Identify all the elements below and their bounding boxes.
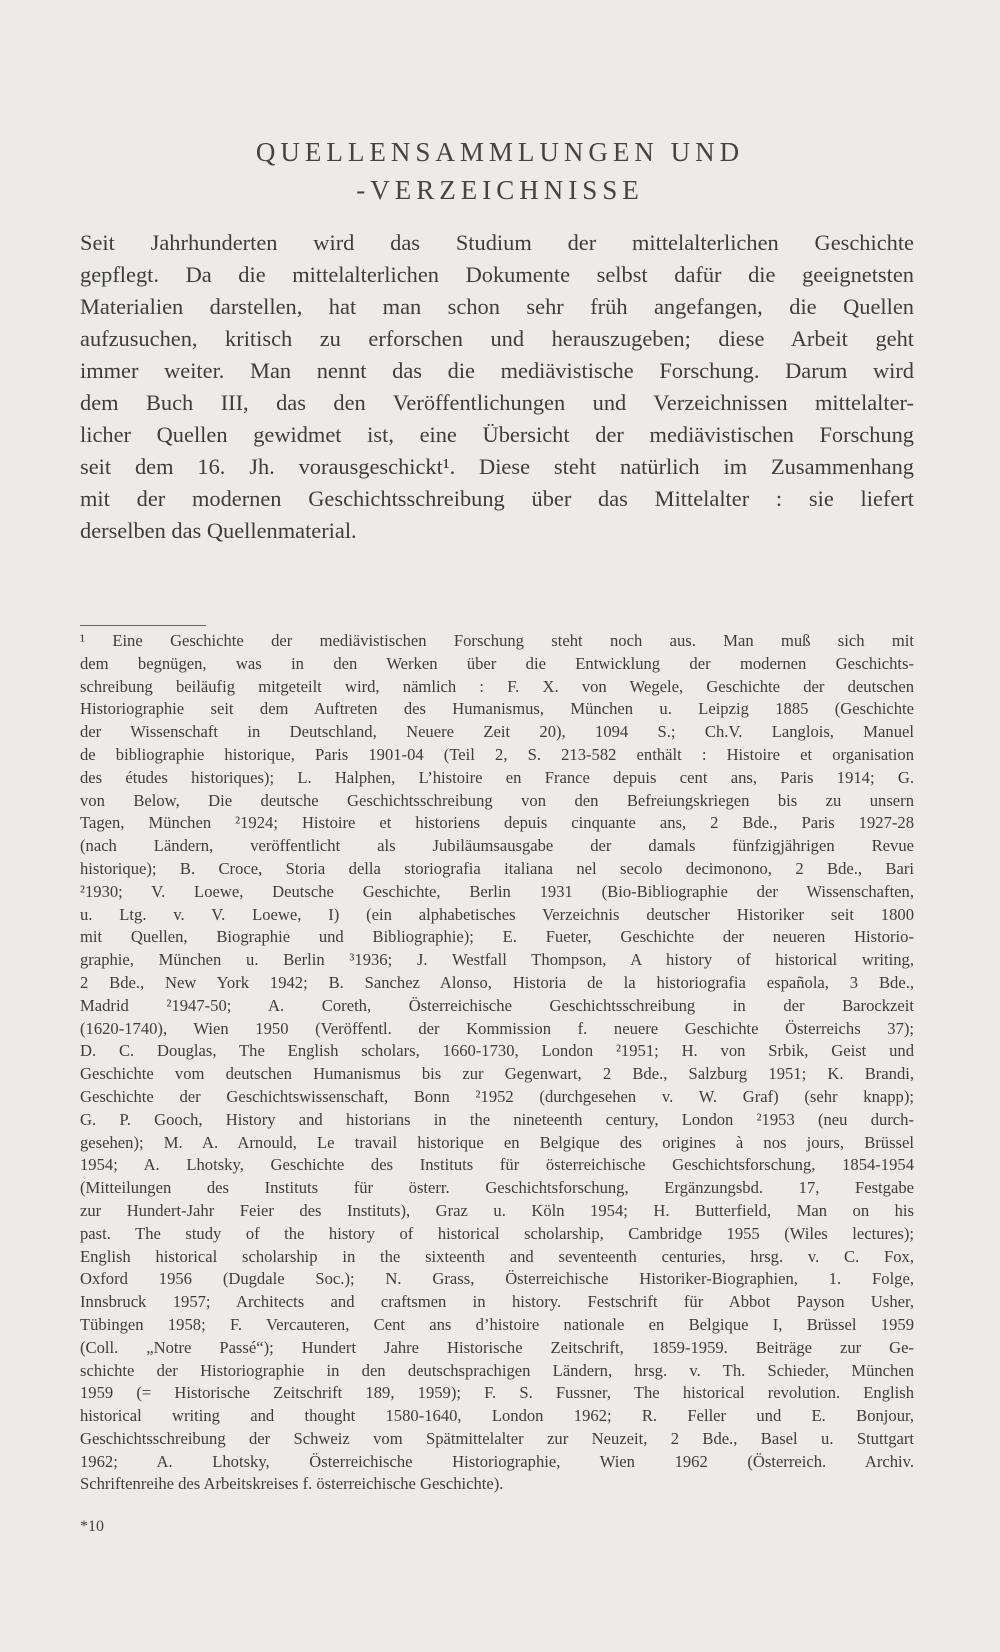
footnote-line: (nach Ländern, veröffentlicht als Jubiläumsausgabe der damals fünfzigjährigen Revue [80, 836, 914, 856]
footnote-line: Tübingen 1958; F. Vercauteren, Cent ans d’histoire nationale en Belgique I, Brüssel 1959 [80, 1314, 914, 1334]
chapter-heading [0, 133, 1000, 209]
footnote-line: Tagen, München ²1924; Histoire et historiens depuis cinquante ans, 2 Bde., Paris 1927-28 [80, 813, 914, 833]
body-line: aufzusuchen, kritisch zu erforschen und herauszugeben; diese Arbeit geht [80, 326, 914, 351]
footnote-line: English historical scholarship in the sixteenth and seventeenth centuries, hrsg. v. C. Fox, [80, 1246, 914, 1266]
footnote-line: Innsbruck 1957; Architects and craftsmen in history. Festschrift für Abbot Payson Usher, [80, 1292, 914, 1312]
footnote-line: Oxford 1956 (Dugdale Soc.); N. Grass, Österreichische Historiker-Biographien, 1. Folge, [80, 1269, 914, 1289]
footnote-line: graphie, München u. Berlin ³1936; J. Westfall Thompson, A history of historical writing, [80, 950, 914, 970]
footnote-line: Historiographie seit dem Auftreten des Humanismus, München u. Leipzig 1885 (Geschichte [80, 699, 914, 719]
footnote-line: 1954; A. Lhotsky, Geschichte des Instituts für österreichische Geschichtsforschung, 1854-1954 [80, 1155, 914, 1175]
footnote-line: ²1930; V. Loewe, Deutsche Geschichte, Berlin 1931 (Bio-Bibliographie der Wissenschaften, [80, 881, 914, 901]
footnote-line: dem begnügen, was in den Werken über die Entwicklung der modernen Geschichts- [80, 653, 914, 673]
body-line: gepflegt. Da die mittelalterlichen Dokumente selbst dafür die geeignetsten [80, 262, 914, 287]
body-line: Materialien darstellen, hat man schon sehr früh angefangen, die Quellen [80, 294, 914, 319]
footnote-line: (Mitteilungen des Instituts für österr. Geschichtsforschung, Ergänzungsbd. 17, Festgabe [80, 1178, 914, 1198]
footnote-line: schreibung beiläufig mitgeteilt wird, nämlich : F. X. von Wegele, Geschichte der deutschen [80, 676, 914, 696]
footnote-line: zur Hundert-Jahr Feier des Instituts), Graz u. Köln 1954; H. Butterfield, Man on his [80, 1200, 914, 1220]
body-line: immer weiter. Man nennt das die mediävistische Forschung. Darum wird [80, 358, 914, 383]
footnote-line: Madrid ²1947-50; A. Coreth, Österreichische Geschichtsschreibung in der Barockzeit [80, 995, 914, 1015]
footnote-line: (1620-1740), Wien 1950 (Veröffentl. der Kommission f. neuere Geschichte Österreichs 37); [80, 1018, 914, 1038]
body-line: licher Quellen gewidmet ist, eine Übersicht der mediävistischen Forschung [80, 422, 914, 447]
footnote-line: past. The study of the history of historical scholarship, Cambridge 1955 (Wiles lectures); [80, 1223, 914, 1243]
page-signature: *10 [80, 1518, 104, 1535]
footnote-line: 2 Bde., New York 1942; B. Sanchez Alonso, Historia de la historiografia española, 3 Bde., [80, 972, 914, 992]
body-line: mit der modernen Geschichtsschreibung über das Mittelalter : sie liefert [80, 486, 914, 511]
footnote-line: Geschichte vom deutschen Humanismus bis zur Gegenwart, 2 Bde., Salzburg 1951; K. Brandi, [80, 1064, 914, 1084]
footnote-line: 1962; A. Lhotsky, Österreichische Historiographie, Wien 1962 (Österreich. Archiv. [80, 1451, 914, 1471]
footnote-line: historical writing and thought 1580-1640, London 1962; R. Feller und E. Bonjour, [80, 1406, 914, 1426]
footnote-line: der Wissenschaft in Deutschland, Neuere Zeit 20), 1094 S.; Ch.V. Langlois, Manuel [80, 722, 914, 742]
body-paragraph [80, 227, 914, 547]
body-line: dem Buch III, das den Veröffentlichungen und Verzeichnissen mittelalter- [80, 390, 914, 415]
footnote-line: D. C. Douglas, The English scholars, 1660-1730, London ²1951; H. von Srbik, Geist und [80, 1041, 914, 1061]
footnote-line: historique); B. Croce, Storia della storiografia italiana nel secolo decimonono, 2 Bde., Bari [80, 858, 914, 878]
heading-line-2: -VERZEICHNISSE [356, 175, 644, 205]
body-line: derselben das Quellenmaterial. [80, 518, 357, 543]
footnote-line: de bibliographie historique, Paris 1901-04 (Teil 2, S. 213-582 enthält : Histoire et organisation [80, 744, 914, 764]
footnote-line: von Below, Die deutsche Geschichtsschreibung von den Befreiungskriegen bis zu unsern [80, 790, 914, 810]
body-line: Seit Jahrhunderten wird das Studium der mittelalterlichen Geschichte [80, 230, 914, 255]
footnote-line: ¹ Eine Geschichte der mediävistischen Forschung steht noch aus. Man muß sich mit [80, 631, 914, 650]
footnote-line: u. Ltg. v. V. Loewe, I) (ein alphabetisches Verzeichnis deutscher Historiker seit 1800 [80, 904, 914, 924]
footnote-line: Geschichtsschreibung der Schweiz vom Spätmittelalter zur Neuzeit, 2 Bde., Basel u. Stuttgart [80, 1428, 914, 1448]
footnote-line: gesehen); M. A. Arnould, Le travail historique en Belgique des origines à nos jours, Brüssel [80, 1132, 914, 1152]
footnote [80, 630, 914, 1496]
footnote-line: (Coll. „Notre Passé“); Hundert Jahre Historische Zeitschrift, 1859-1959. Beiträge zur Ge- [80, 1337, 914, 1357]
footnote-line: mit Quellen, Biographie und Bibliographie); E. Fueter, Geschichte der neueren Historio- [80, 927, 914, 947]
footnote-rule [80, 625, 206, 626]
footnote-line: Geschichte der Geschichtswissenschaft, Bonn ²1952 (durchgesehen v. W. Graf) (sehr knapp); [80, 1086, 914, 1106]
footnote-line: schichte der Historiographie in den deutschsprachigen Ländern, hrsg. v. Th. Schieder, München [80, 1360, 914, 1380]
footnote-line: Schriftenreihe des Arbeitskreises f. österreichische Geschichte). [80, 1474, 504, 1494]
heading-line-1: QUELLENSAMMLUNGEN UND [255, 137, 745, 167]
body-line: seit dem 16. Jh. vorausgeschickt¹. Diese steht natürlich im Zusammenhang [80, 454, 914, 479]
footnote-line: des études historiques); L. Halphen, L’histoire en France depuis cent ans, Paris 1914; G. [80, 767, 914, 787]
footnote-line: 1959 (= Historische Zeitschrift 189, 1959); F. S. Fussner, The historical revolution. English [80, 1383, 914, 1403]
footnote-line: G. P. Gooch, History and historians in the nineteenth century, London ²1953 (neu durch- [80, 1109, 914, 1129]
